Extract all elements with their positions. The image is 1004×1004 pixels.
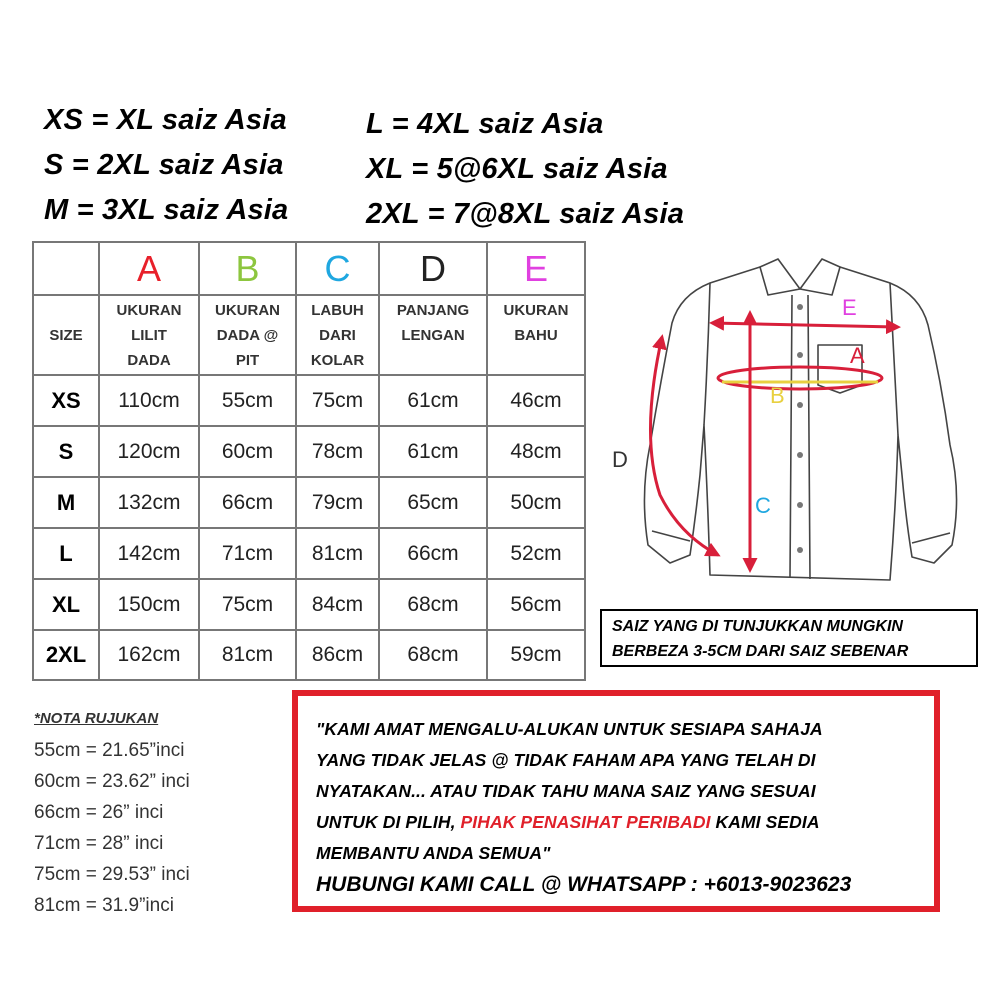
value-cell: 84cm: [296, 579, 379, 630]
nota-rujukan-list: [34, 735, 190, 921]
asia-size-s: S = 2XL saiz Asia: [44, 149, 284, 181]
arrow-a-ellipse: [718, 367, 882, 389]
value-cell: 142cm: [99, 528, 199, 579]
header-line: BAHU: [514, 327, 558, 344]
header-line: KOLAR: [310, 351, 365, 369]
value-cell: 75cm: [296, 375, 379, 426]
value-cell: 81cm: [296, 528, 379, 579]
asia-size-m: M = 3XL saiz Asia: [44, 194, 289, 226]
size-label: XL: [33, 579, 99, 630]
disclaimer-box: [600, 609, 978, 667]
size-table: [32, 241, 586, 681]
header-panjang-lengan: [379, 295, 487, 375]
header-line: UKURAN: [116, 301, 182, 319]
table-row: [33, 579, 585, 630]
value-cell: 68cm: [379, 630, 487, 680]
value-cell: 50cm: [487, 477, 585, 528]
value-cell: 55cm: [199, 375, 296, 426]
contact-text: KAMI SEDIA: [710, 812, 820, 832]
nota-rujukan-title: *NOTA RUJUKAN: [34, 710, 159, 727]
value-cell: 162cm: [99, 630, 199, 680]
value-cell: 132cm: [99, 477, 199, 528]
value-cell: 120cm: [99, 426, 199, 477]
value-cell: 56cm: [487, 579, 585, 630]
size-label: XS: [33, 375, 99, 426]
value-cell: 71cm: [199, 528, 296, 579]
value-cell: 66cm: [199, 477, 296, 528]
value-cell: 65cm: [379, 477, 487, 528]
table-row: [33, 477, 585, 528]
header-line: UKURAN: [215, 301, 280, 319]
asia-size-xs: XS = XL saiz Asia: [44, 104, 287, 136]
shirt-diagram: [600, 245, 1000, 615]
contact-text: UNTUK DI PILIH,: [316, 812, 461, 832]
header-line: DARI: [319, 326, 356, 344]
contact-line: MEMBANTU ANDA SEMUA": [316, 843, 551, 863]
table-corner-cell: [33, 242, 99, 295]
value-cell: 59cm: [487, 630, 585, 680]
label-b: B: [770, 383, 785, 408]
label-d: D: [612, 447, 628, 472]
contact-line: [316, 807, 924, 838]
label-c: C: [755, 493, 771, 518]
header-dada-pit: [199, 295, 296, 375]
header-line: LABUH: [311, 301, 364, 319]
contact-line: "KAMI AMAT MENGALU-ALUKAN UNTUK SESIAPA SAHAJA: [316, 719, 823, 739]
header-line: PANJANG: [396, 302, 470, 319]
value-cell: 46cm: [487, 375, 585, 426]
list-item: 55cm = 21.65”inci: [34, 740, 185, 761]
asia-size-xl: XL = 5@6XL saiz Asia: [366, 153, 668, 185]
header-line: PIT: [235, 351, 260, 369]
table-row: [33, 426, 585, 477]
header-lilit-dada: [99, 295, 199, 375]
column-letter-d: D: [379, 242, 487, 295]
value-cell: 60cm: [199, 426, 296, 477]
value-cell: 48cm: [487, 426, 585, 477]
disclaimer-line: SAIZ YANG DI TUNJUKKAN MUNGKIN: [612, 618, 903, 635]
header-line: UKURAN: [503, 302, 569, 319]
list-item: 81cm = 31.9”inci: [34, 895, 174, 916]
contact-phone-line: HUBUNGI KAMI CALL @ WHATSAPP : +6013-9023623: [316, 873, 852, 896]
header-line: LENGAN: [401, 327, 465, 344]
header-line: LILIT: [131, 326, 167, 344]
asia-size-l: L = 4XL saiz Asia: [366, 108, 604, 140]
list-item: 66cm = 26” inci: [34, 802, 164, 823]
table-letter-row: [33, 242, 585, 295]
label-e: E: [842, 295, 857, 320]
contact-highlight: PIHAK PENASIHAT PERIBADI: [460, 812, 711, 832]
value-cell: 78cm: [296, 426, 379, 477]
arrow-e: [712, 323, 898, 327]
column-letter-a: A: [99, 242, 199, 295]
value-cell: 68cm: [379, 579, 487, 630]
header-line: DADA @: [216, 326, 279, 344]
header-ukuran-bahu: [487, 295, 585, 375]
size-header: SIZE: [33, 295, 99, 375]
contact-line: YANG TIDAK JELAS @ TIDAK FAHAM APA YANG TELAH DI: [316, 750, 816, 770]
size-label: S: [33, 426, 99, 477]
asia-size-2xl: 2XL = 7@8XL saiz Asia: [366, 198, 685, 230]
value-cell: 150cm: [99, 579, 199, 630]
size-label: L: [33, 528, 99, 579]
value-cell: 66cm: [379, 528, 487, 579]
column-letter-b: B: [199, 242, 296, 295]
value-cell: 61cm: [379, 375, 487, 426]
list-item: 60cm = 23.62” inci: [34, 771, 190, 792]
size-label: M: [33, 477, 99, 528]
list-item: 75cm = 29.53” inci: [34, 864, 190, 885]
value-cell: 52cm: [487, 528, 585, 579]
label-a: A: [850, 343, 865, 368]
value-cell: 86cm: [296, 630, 379, 680]
size-label: 2XL: [33, 630, 99, 680]
value-cell: 75cm: [199, 579, 296, 630]
table-row: [33, 630, 585, 680]
column-letter-c: C: [296, 242, 379, 295]
value-cell: 61cm: [379, 426, 487, 477]
disclaimer-line: BERBEZA 3-5CM DARI SAIZ SEBENAR: [612, 643, 909, 660]
shirt-buttons: [797, 304, 803, 553]
contact-box: [292, 690, 940, 912]
table-header-row: [33, 295, 585, 375]
value-cell: 79cm: [296, 477, 379, 528]
value-cell: 110cm: [99, 375, 199, 426]
table-row: [33, 375, 585, 426]
value-cell: 81cm: [199, 630, 296, 680]
table-row: [33, 528, 585, 579]
header-line: DADA: [127, 351, 171, 369]
contact-line: NYATAKAN... ATAU TIDAK TAHU MANA SAIZ YANG SESUAI: [316, 781, 816, 801]
header-labuh-kolar: [296, 295, 379, 375]
column-letter-e: E: [487, 242, 585, 295]
list-item: 71cm = 28” inci: [34, 833, 164, 854]
